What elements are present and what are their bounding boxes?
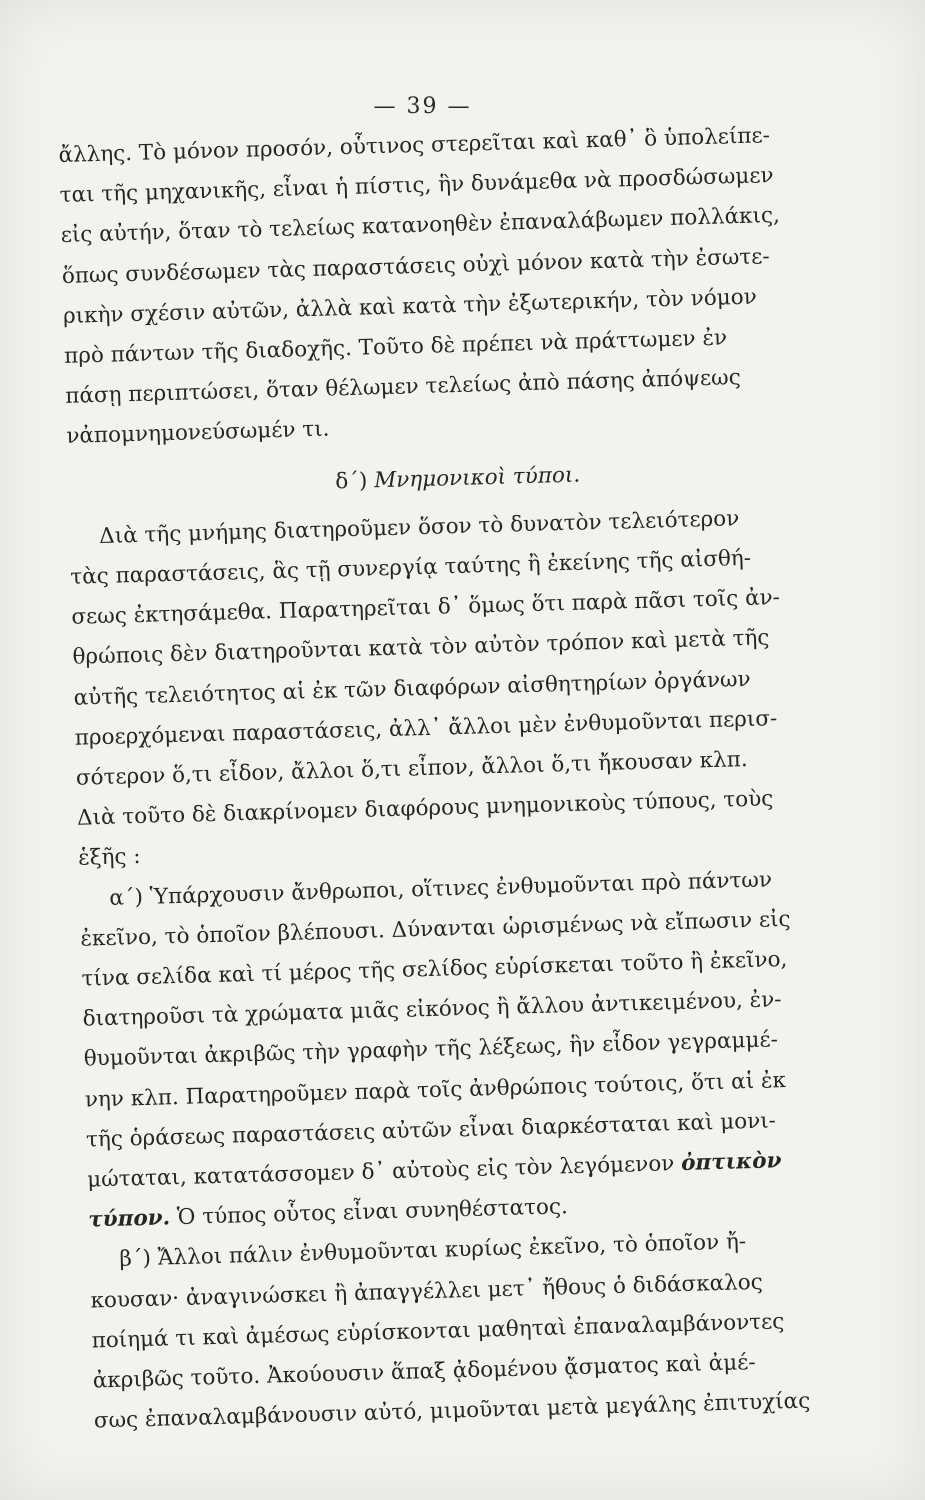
text-line: θρώποις δὲν διατηροῦνται κατὰ τὸν αὐτὸν τρόπον καὶ μετὰ τῆς [72,625,770,671]
paragraph-1 [58,114,847,457]
emphasized-term: ὀπτικὸν [680,1148,782,1177]
text-line: τῆς ὁράσεως παραστάσεις αὐτῶν εἶναι διαρκέσταται καὶ μονι- [85,1108,777,1153]
text-line: ται τῆς μηχανικῆς, εἶναι ἡ πίστις, ἣν δυνάμεθα νὰ προσδώσωμεν [59,163,774,209]
text-line: ρικὴν σχέσιν αὐτῶν, ἀλλὰ καὶ κατὰ τὴν ἐξωτερικήν, τὸν νόμον [62,284,758,329]
text-line-main: μώταται, κατατάσσομεν δ᾽ αὐτοὺς εἰς τὸν λεγόμενον [86,1151,675,1193]
text-line: πρὸ πάντων τῆς διαδοχῆς. Τοῦτο δὲ πρέπει νὰ πράττωμεν ἐν [63,325,728,369]
text-line: ἄλλης. Τὸ μόνον προσόν, οὗτινος στερεῖται καὶ καθ᾽ ὃ ὑπολείπε- [58,123,771,168]
text-line: ποίημά τι καὶ ἀμέσως εὑρίσκονται μαθηταὶ ἐπαναλαμβάνοντες [91,1309,785,1354]
text-line: ἑξῆς : [77,844,141,872]
text-line: θυμοῦνται ἀκριβῶς τὴν γραφὴν τῆς λέξεως, ἣν εἶδον γεγραμμέ- [83,1027,779,1073]
text-line: Διὰ τοῦτο δὲ διακρίνομεν διαφόρους μνημονικοὺς τύπους, τοὺς [76,786,774,831]
text-line: εἰς αὐτήν, ὅταν τὸ τελείως κατανοηθὲν ἐπαναλάβωμεν πολλάκις, [60,203,781,249]
text-line: διατηροῦσι τὰ χρώματα μιᾶς εἰκόνος ἢ ἄλλου ἀντικειμένου, ἐν- [82,987,782,1032]
text-line: σεως ἐκτησάμεθα. Παρατηρεῖται δ᾽ ὅμως ὅτι παρὰ πᾶσι τοῖς ἀν- [71,585,781,631]
page-text [58,114,874,1442]
page-number: — 39 — [373,94,472,119]
text-line: προερχόμεναι παραστάσεις, ἀλλ᾽ ἄλλοι μὲν ἐνθυμοῦνται περισ- [74,705,778,751]
paragraph-3 [79,858,869,1241]
text-line: αὐτῆς τελειότητος αἱ ἐκ τῶν διαφόρων αἰσθητηρίων ὀργάνων [73,666,751,711]
text-line: πάσῃ περιπτώσει, ὅταν θέλωμεν τελείως ἀπὸ πάσης ἀπόψεως [64,365,742,410]
text-line: σως ἐπαναλαμβάνουσιν αὐτό, μιμοῦνται μετὰ μεγάλης ἐπιτυχίας [93,1388,811,1434]
text-line-rest: Ὁ τύπος οὗτος εἶναι συνηθέστατος. [169,1194,569,1231]
text-line: σότερον ὅ,τι εἶδον, ἄλλοι ὅ,τι εἶπον, ἄλλοι ὅ,τι ἤκουσαν κλπ. [75,747,748,791]
text-line: ἐκεῖνο, τὸ ὁποῖον βλέπουσι. Δύνανται ὡρισμένως νὰ εἴπωσιν εἰς [80,906,791,952]
paragraph-2 [69,496,859,879]
text-line: τίνα σελίδα καὶ τί μέρος τῆς σελίδος εὑρίσκεται τοῦτο ἢ ἐκεῖνο, [81,947,788,992]
text-line: α΄) Ὑπάρχουσιν ἄνθρωποι, οἵτινες ἐνθυμοῦνται πρὸ πάντων [108,867,773,911]
text-line: κουσαν· ἀναγινώσκει ἢ ἀπαγγέλλει μετ᾽ ἤθους ὁ διδάσκαλος [90,1269,764,1314]
text-line: νην κλπ. Παρατηροῦμεν παρὰ τοῖς ἀνθρώποις τούτοις, ὅτι αἱ ἐκ [84,1067,787,1113]
text-line: Διὰ τῆς μνήμης διατηροῦμεν ὅσον τὸ δυνατὸν τελειότερον [98,505,740,549]
text-line: νἀπομνημονεύσωμέν τι. [66,416,330,450]
paragraph-4 [89,1219,874,1442]
emphasized-term: τύπον. [87,1205,171,1233]
text-line: τὰς παραστάσεις, ἃς τῇ συνεργίᾳ ταύτης ἢ ἐκείνης τῆς αἰσθή- [69,545,752,590]
text-line: ὅπως συνδέσωμεν τὰς παραστάσεις οὐχὶ μόνον κατὰ τὴν ἐσωτε- [61,243,770,289]
text-line: β΄) Ἄλλοι πάλιν ἐνθυμοῦνται κυρίως ἐκεῖνο, τὸ ὁποῖον ἤ- [119,1229,747,1273]
section-label: δ΄) [334,468,368,495]
section-title: Μνημονικοὶ τύποι. [373,462,581,493]
text-line: ἀκριβῶς τοῦτο. Ἀκούουσιν ἅπαξ ᾀδομένου ᾄσματος καὶ ἀμέ- [92,1350,756,1394]
